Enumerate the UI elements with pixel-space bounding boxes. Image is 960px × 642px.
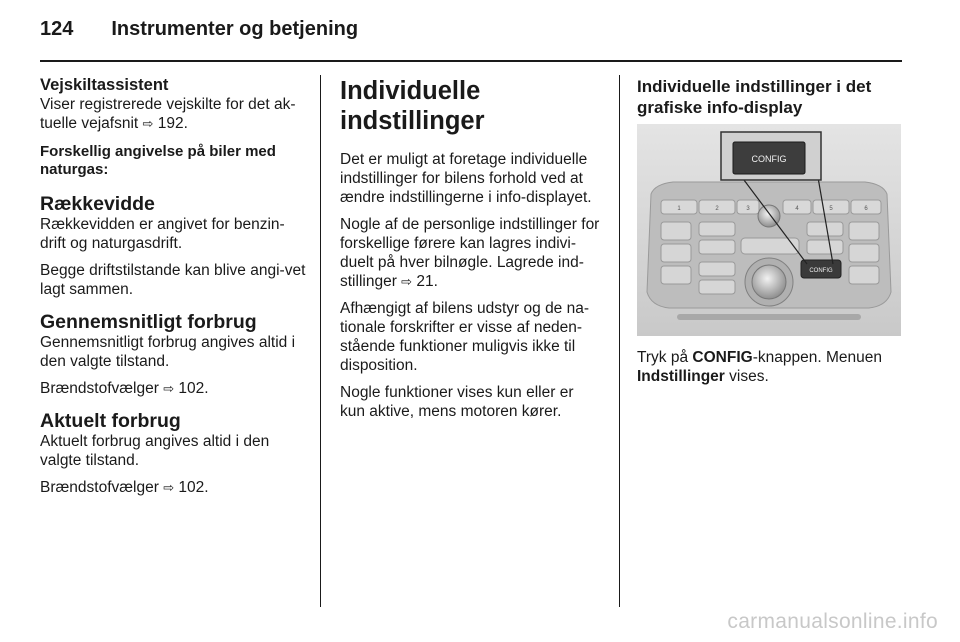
preset-label: 4	[795, 206, 799, 212]
paragraph: Gennemsnitligt forbrug angives altid i den valgte tilstand.	[40, 334, 296, 370]
paragraph: Det er muligt at foretage individuelle indstillinger for bilens forhold ved at ændre indstillingerne i info-displayet.	[340, 151, 592, 206]
cng-note: Forskellig angivelse på biler med naturgas:	[40, 143, 276, 178]
paragraph: Tryk på CONFIG-knappen. Menuen Indstillinger vises.	[637, 349, 882, 385]
paragraph: Viser registrerede vejskilte for det ak-tuelle vejafsnit ⇨ 192.	[40, 96, 296, 132]
section-title: Individuelle indstillinger i det grafiske info-display	[637, 77, 872, 117]
preset-label: 5	[829, 206, 833, 212]
paragraph: Brændstofvælger ⇨ 102.	[40, 479, 209, 496]
header-divider	[40, 60, 902, 62]
page-reference[interactable]: 102.	[178, 479, 209, 496]
paragraph: Nogle af de personlige indstillinger for forskellige førere kan lagres indivi-duelt på hver bilnøgle. Lagrede ind-stillinger ⇨ 21.	[340, 216, 600, 290]
preset-label: 3	[746, 206, 750, 212]
paragraph: Brændstofvælger ⇨ 102.	[40, 380, 209, 397]
section-title: Aktuelt forbrug	[40, 410, 181, 432]
column-3	[637, 76, 901, 394]
control-panel-figure	[637, 124, 901, 336]
page-reference[interactable]: 192.	[157, 115, 188, 132]
section-traffic-sign-assistant	[40, 76, 306, 133]
page-header	[40, 18, 358, 48]
paragraph: Rækkevidden er angivet for benzin-drift og naturgasdrift.	[40, 216, 285, 252]
control-panel-illustration	[637, 124, 901, 336]
paragraph: Afhængigt af bilens udstyr og de na-tionale forskrifter er visse af neden-stående funktioner muligvis ikke til disposition.	[340, 300, 590, 374]
paragraph: Aktuelt forbrug angives altid i den valgte tilstand.	[40, 433, 270, 469]
preset-label: 1	[677, 206, 681, 212]
menu-knob-icon	[752, 265, 786, 299]
paragraph: Nogle funktioner vises kun eller er kun aktive, mens motoren kører.	[340, 384, 574, 420]
column-divider-1	[320, 75, 321, 607]
section-range	[40, 193, 306, 299]
column-1	[40, 76, 306, 509]
callout-config-label: CONFIG	[751, 154, 787, 164]
column-2	[340, 76, 602, 429]
section-title: Individuelle indstillinger	[340, 77, 485, 135]
section-title: Rækkevidde	[40, 193, 155, 215]
reference-arrow-icon: ⇨	[163, 480, 175, 495]
config-button-label: CONFIG	[809, 268, 833, 274]
chapter-title: Instrumenter og betjening	[111, 18, 359, 40]
section-current-consumption	[40, 410, 306, 497]
section-title: Gennemsnitligt forbrug	[40, 311, 257, 333]
section-title: Vejskiltassistent	[40, 76, 169, 94]
section-average-consumption	[40, 311, 306, 398]
page-reference[interactable]: 102.	[178, 380, 209, 397]
reference-arrow-icon: ⇨	[142, 116, 154, 131]
reference-arrow-icon: ⇨	[163, 381, 175, 396]
settings-menu-label: Indstillinger	[637, 368, 725, 385]
page-reference[interactable]: 21.	[416, 273, 438, 290]
reference-arrow-icon: ⇨	[401, 274, 413, 289]
column-divider-2	[619, 75, 620, 607]
config-key-label: CONFIG	[692, 349, 753, 366]
watermark: carmanualsonline.info	[727, 610, 938, 633]
paragraph: Begge driftstilstande kan blive angi-vet lagt sammen.	[40, 262, 306, 298]
preset-label: 6	[864, 206, 868, 212]
page-number: 124	[40, 18, 74, 40]
preset-label: 2	[715, 206, 719, 212]
